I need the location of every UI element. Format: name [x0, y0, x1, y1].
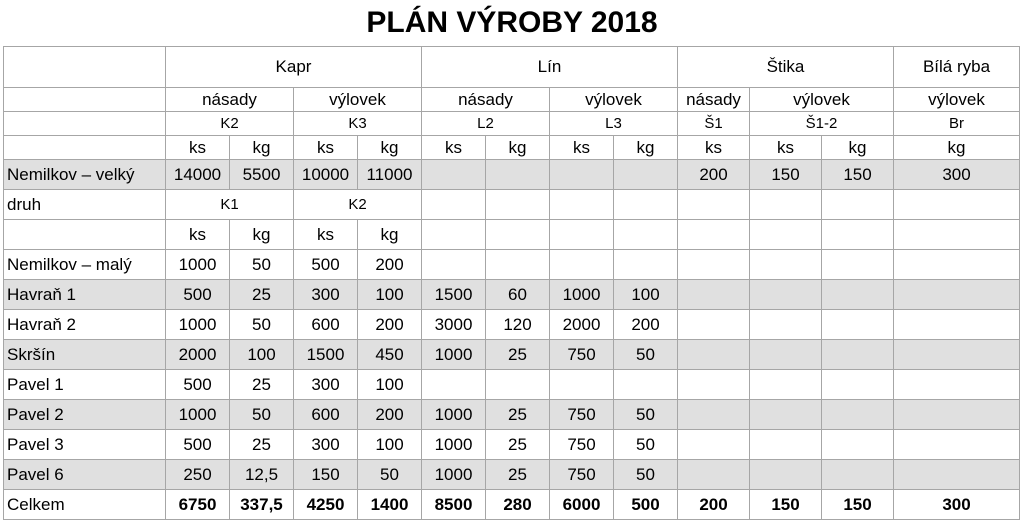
- table-cell: [822, 430, 894, 460]
- species-header-row: [4, 47, 1020, 88]
- phase-cell: výlovek: [750, 88, 894, 112]
- table-cell: 50: [230, 250, 294, 280]
- table-cell: [750, 340, 822, 370]
- table-cell: [822, 250, 894, 280]
- table-cell: 60: [486, 280, 550, 310]
- data-rows: [4, 250, 1020, 490]
- table-row: [4, 280, 1020, 310]
- table-cell: [614, 220, 678, 250]
- table-cell: 600: [294, 310, 358, 340]
- table-cell: [422, 220, 486, 250]
- row-label: [4, 220, 166, 250]
- total-cell: 200: [678, 490, 750, 520]
- table-cell: [678, 310, 750, 340]
- total-cell: 150: [822, 490, 894, 520]
- row-label: Pavel 1: [4, 370, 166, 400]
- table-cell: [678, 340, 750, 370]
- table-row: [4, 370, 1020, 400]
- table-row: [4, 460, 1020, 490]
- table-cell: 50: [614, 460, 678, 490]
- code-cell: L2: [422, 112, 550, 136]
- phase-header-row: [4, 88, 1020, 112]
- table-cell: [750, 400, 822, 430]
- table-cell: 300: [894, 160, 1020, 190]
- table-cell: [822, 340, 894, 370]
- table-cell: 1000: [550, 280, 614, 310]
- total-cell: 1400: [358, 490, 422, 520]
- table-row: [4, 430, 1020, 460]
- table-cell: 1000: [422, 430, 486, 460]
- total-cell: 150: [750, 490, 822, 520]
- table-cell: 500: [166, 280, 230, 310]
- table-cell: 25: [486, 340, 550, 370]
- table-cell: [678, 400, 750, 430]
- table-cell: [550, 250, 614, 280]
- table-cell: [678, 430, 750, 460]
- table-cell: 120: [486, 310, 550, 340]
- table-cell: [678, 190, 750, 220]
- production-plan-table: [3, 46, 1020, 520]
- table-cell: 150: [822, 160, 894, 190]
- table-cell: [894, 400, 1020, 430]
- table-cell: 25: [486, 460, 550, 490]
- table-cell: [894, 430, 1020, 460]
- unit-cell: kg: [230, 136, 294, 160]
- table-cell: 10000: [294, 160, 358, 190]
- table-cell: 1500: [294, 340, 358, 370]
- total-cell: 8500: [422, 490, 486, 520]
- species-bila-ryba: Bílá ryba: [894, 47, 1020, 88]
- total-cell: 300: [894, 490, 1020, 520]
- code-header-row: [4, 112, 1020, 136]
- table-cell: 25: [230, 430, 294, 460]
- row-label: Skršín: [4, 340, 166, 370]
- table-cell: 1000: [422, 460, 486, 490]
- species-lin: Lín: [422, 47, 678, 88]
- unit-cell: ks: [166, 136, 230, 160]
- phase-cell: násady: [422, 88, 550, 112]
- row-label: Havraň 2: [4, 310, 166, 340]
- table-cell: 50: [358, 460, 422, 490]
- druh-row: [4, 190, 1020, 220]
- table-cell: 14000: [166, 160, 230, 190]
- table-cell: 12,5: [230, 460, 294, 490]
- total-cell: 6000: [550, 490, 614, 520]
- table-cell: 1000: [422, 340, 486, 370]
- table-cell: [894, 460, 1020, 490]
- code-cell: L3: [550, 112, 678, 136]
- table-cell: 1500: [422, 280, 486, 310]
- code-cell: K1: [166, 190, 294, 220]
- table-cell: 200: [358, 400, 422, 430]
- table-cell: [894, 340, 1020, 370]
- table-cell: [822, 370, 894, 400]
- row-label: Pavel 2: [4, 400, 166, 430]
- table-cell: 600: [294, 400, 358, 430]
- total-cell: 6750: [166, 490, 230, 520]
- table-cell: [550, 160, 614, 190]
- table-cell: [678, 280, 750, 310]
- table-cell: 150: [750, 160, 822, 190]
- table-cell: 2000: [166, 340, 230, 370]
- table-cell: [550, 220, 614, 250]
- table-cell: [422, 160, 486, 190]
- table-cell: 5500: [230, 160, 294, 190]
- page-title: PLÁN VÝROBY 2018: [366, 6, 658, 39]
- table-cell: 1000: [166, 310, 230, 340]
- table-cell: [894, 220, 1020, 250]
- unit-cell: kg: [822, 136, 894, 160]
- table-cell: [614, 250, 678, 280]
- table-row: [4, 400, 1020, 430]
- unit-cell: ks: [678, 136, 750, 160]
- unit-cell: kg: [230, 220, 294, 250]
- row-label: Pavel 6: [4, 460, 166, 490]
- table-cell: 3000: [422, 310, 486, 340]
- table-cell: [422, 250, 486, 280]
- code-cell: Š1: [678, 112, 750, 136]
- row-label: Pavel 3: [4, 430, 166, 460]
- code-cell: K2: [166, 112, 294, 136]
- total-cell: 4250: [294, 490, 358, 520]
- table-cell: [822, 280, 894, 310]
- table-cell: 25: [230, 370, 294, 400]
- species-kapr: Kapr: [166, 47, 422, 88]
- table-cell: [894, 250, 1020, 280]
- table-cell: 450: [358, 340, 422, 370]
- table-cell: [678, 460, 750, 490]
- table-cell: 200: [358, 310, 422, 340]
- table-cell: 50: [230, 310, 294, 340]
- table-cell: [750, 370, 822, 400]
- table-cell: 750: [550, 340, 614, 370]
- table-cell: [822, 220, 894, 250]
- table-cell: 100: [614, 280, 678, 310]
- unit-header-row: [4, 136, 1020, 160]
- druh-unit-row: [4, 220, 1020, 250]
- code-cell: K2: [294, 190, 422, 220]
- header-corner: [4, 112, 166, 136]
- table-cell: [486, 250, 550, 280]
- total-row: [4, 490, 1020, 520]
- table-cell: [550, 190, 614, 220]
- table-cell: 100: [358, 430, 422, 460]
- table-cell: [750, 460, 822, 490]
- table-cell: 500: [294, 250, 358, 280]
- table-cell: [750, 190, 822, 220]
- phase-cell: násady: [166, 88, 294, 112]
- table-cell: 11000: [358, 160, 422, 190]
- table-cell: [486, 370, 550, 400]
- row-label: Nemilkov – velký: [4, 160, 166, 190]
- table-cell: 1000: [166, 400, 230, 430]
- table-row: [4, 160, 1020, 190]
- phase-cell: násady: [678, 88, 750, 112]
- table-cell: [750, 310, 822, 340]
- table-cell: 200: [358, 250, 422, 280]
- phase-cell: výlovek: [550, 88, 678, 112]
- table-cell: 50: [614, 400, 678, 430]
- unit-cell: ks: [166, 220, 230, 250]
- table-cell: [486, 220, 550, 250]
- species-stika: Štika: [678, 47, 894, 88]
- table-cell: [614, 190, 678, 220]
- table-cell: [894, 310, 1020, 340]
- table-cell: [678, 250, 750, 280]
- table-cell: [614, 370, 678, 400]
- row-label: druh: [4, 190, 166, 220]
- total-cell: 337,5: [230, 490, 294, 520]
- row-label: Nemilkov – malý: [4, 250, 166, 280]
- header-corner: [4, 47, 166, 88]
- table-cell: 1000: [166, 250, 230, 280]
- table-cell: 100: [358, 280, 422, 310]
- table-cell: [486, 160, 550, 190]
- table-cell: 750: [550, 460, 614, 490]
- phase-cell: výlovek: [294, 88, 422, 112]
- table-cell: 300: [294, 280, 358, 310]
- total-cell: 500: [614, 490, 678, 520]
- unit-cell: ks: [294, 136, 358, 160]
- code-cell: K3: [294, 112, 422, 136]
- table-cell: 50: [614, 340, 678, 370]
- unit-cell: ks: [550, 136, 614, 160]
- table-cell: [894, 190, 1020, 220]
- table-cell: [822, 460, 894, 490]
- table-cell: 300: [294, 430, 358, 460]
- unit-cell: ks: [294, 220, 358, 250]
- table-cell: [750, 220, 822, 250]
- unit-cell: kg: [894, 136, 1020, 160]
- table-cell: [894, 370, 1020, 400]
- table-cell: [894, 280, 1020, 310]
- table-cell: 750: [550, 400, 614, 430]
- table-cell: 50: [230, 400, 294, 430]
- table-cell: 750: [550, 430, 614, 460]
- table-cell: 200: [678, 160, 750, 190]
- unit-cell: kg: [486, 136, 550, 160]
- table-cell: 300: [294, 370, 358, 400]
- table-cell: [750, 250, 822, 280]
- table-row: [4, 340, 1020, 370]
- table-cell: 25: [230, 280, 294, 310]
- header-corner: [4, 136, 166, 160]
- header-corner: [4, 88, 166, 112]
- table-cell: [614, 160, 678, 190]
- table-row: [4, 250, 1020, 280]
- table-cell: [550, 370, 614, 400]
- table-cell: [750, 430, 822, 460]
- table-cell: 100: [230, 340, 294, 370]
- table-cell: 25: [486, 430, 550, 460]
- table-row: [4, 310, 1020, 340]
- unit-cell: kg: [614, 136, 678, 160]
- table-cell: 500: [166, 430, 230, 460]
- table-cell: [822, 190, 894, 220]
- code-cell: Br: [894, 112, 1020, 136]
- unit-cell: kg: [358, 220, 422, 250]
- table-cell: 2000: [550, 310, 614, 340]
- table-cell: 25: [486, 400, 550, 430]
- table-cell: 250: [166, 460, 230, 490]
- table-cell: [486, 190, 550, 220]
- table-cell: 500: [166, 370, 230, 400]
- table-cell: 100: [358, 370, 422, 400]
- table-cell: [822, 310, 894, 340]
- table-cell: [422, 370, 486, 400]
- phase-cell: výlovek: [894, 88, 1020, 112]
- table-cell: [678, 370, 750, 400]
- unit-cell: ks: [422, 136, 486, 160]
- unit-cell: ks: [750, 136, 822, 160]
- table-cell: [422, 190, 486, 220]
- row-label: Celkem: [4, 490, 166, 520]
- total-cell: 280: [486, 490, 550, 520]
- row-label: Havraň 1: [4, 280, 166, 310]
- table-cell: [822, 400, 894, 430]
- unit-cell: kg: [358, 136, 422, 160]
- table-cell: [750, 280, 822, 310]
- table-cell: 1000: [422, 400, 486, 430]
- table-cell: 50: [614, 430, 678, 460]
- table-cell: [678, 220, 750, 250]
- code-cell: Š1-2: [750, 112, 894, 136]
- table-cell: 200: [614, 310, 678, 340]
- table-cell: 150: [294, 460, 358, 490]
